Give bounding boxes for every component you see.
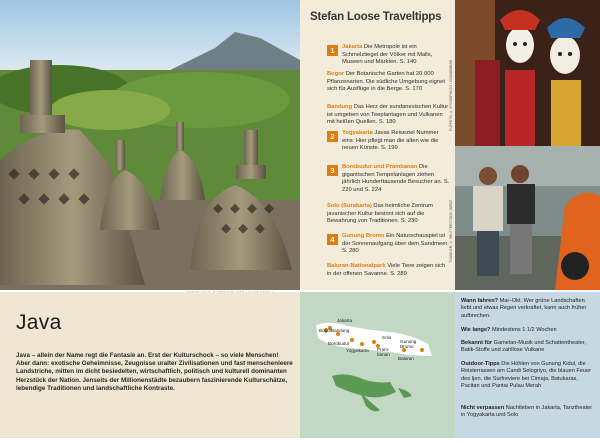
tip-number-3: 3 [327, 165, 338, 176]
info-text: Gamelan-Musik und Schattentheater, Batik-Stoffe und zahllose Vulkane [461, 340, 586, 354]
info-text: Nachtleben in Jakarta, Tanztheater in Yogyakarta und Solo [461, 405, 593, 419]
tip-text: Viele Tiere zeigen sich in der offenen Savanne. S. 289 [327, 263, 446, 277]
info-known-for [461, 340, 595, 355]
tip-baluran [327, 263, 451, 278]
tip-text: Ein Naturschauspiel ist der Sonnenaufgang über dem Sandmeer. S. 280 [342, 233, 449, 254]
map-label-yogyakarta: Yogyakarta [346, 348, 369, 353]
photo-credit: TSANG ER: © SHUTTERSTOCK / ABRIZ [449, 200, 453, 263]
borobudur-photo [0, 0, 300, 290]
info-dont-miss [461, 405, 595, 420]
info-heading: Bekannt für [461, 340, 493, 346]
tip-bogor [327, 71, 451, 94]
info-when [461, 298, 595, 320]
tip-bandung [327, 104, 451, 127]
map-label-solo: Solo [382, 335, 392, 340]
tip-yogyakarta [342, 130, 452, 153]
tip-name: Bandung [327, 104, 353, 110]
map-label-bandung: Bandung [331, 328, 350, 333]
men-photo [455, 146, 600, 290]
intro-text: Java – allein der Name regt die Fantasie an. Erst der Kulturschock – so viele Menschen! Aber dann: exotische Geheimnisse, Zeugnisse uralter Zivilisationen und fast menschenleere Landstriche, mitten im dicht besiedelten, wirtschaftlich, politisch und kulturell dominanten Herzstück der Nation. Jenseits der Millionenstädte bezaubern faszinierende Kulturschätze, lebendige Traditionen und landschaftliche Kontraste. [16, 352, 293, 392]
tip-text: Die gigantischen Tempelanlagen ziehen jährlich Hunderttausende Besucher an. S. 220 und S. 224 [342, 164, 450, 193]
map-label-prambanan: Pram-banan [377, 347, 390, 357]
map-label-bogor: Bogor [319, 328, 332, 333]
java-map [300, 292, 455, 438]
tip-text: Das heimliche Zentrum javanischer Kultur besinnt sich auf die Bewahrung von Traditionen. S. 230 [327, 203, 433, 224]
info-heading: Nicht verpassen [461, 405, 505, 411]
tip-name: Yogyakarta [342, 130, 373, 136]
info-heading: Wann fahren? [461, 298, 499, 304]
chapter-title: Java [16, 311, 62, 334]
tip-name: Jakarta [342, 44, 363, 50]
info-text: Mai–Okt. Wer grüne Landschaften liebt und etwas Regen verkraftet, kann auch früher aufbrechen. [461, 298, 587, 319]
info-heading: Outdoor-Tipps [461, 361, 500, 367]
tip-number-2: 2 [327, 131, 338, 142]
info-outdoor [461, 361, 595, 390]
map-label-borobudur: Borobudur [328, 341, 350, 346]
info-heading: Wie lange? [461, 327, 491, 333]
map-label-bromo: Gunung Bromo [400, 339, 417, 349]
tip-text: Der Botanische Garten hat 20 000 Pflanzenarten. Die südliche Umgebung eignet sich für Ausflüge in die Berge. S. 170 [327, 71, 445, 92]
traveltipps-title: Stefan Loose Traveltipps [310, 11, 442, 23]
tip-number-1: 1 [327, 45, 338, 56]
tip-number-4: 4 [327, 234, 338, 245]
map-label-baluran: Baluran [398, 356, 414, 361]
puppets-photo [455, 0, 600, 146]
tip-name: Borobudur und Prambanan [342, 164, 418, 170]
info-how-long [461, 327, 595, 334]
tip-name: Baluran-Nationalpark [327, 263, 386, 269]
tip-jakarta [342, 44, 452, 67]
tip-solo [327, 203, 451, 226]
info-text: Mindestens 1 1/2 Wochen [490, 327, 557, 333]
tip-bromo [342, 233, 452, 256]
info-text: Die Höhlen von Gunung Kidul, die Reisterrassen am Candi Selogriyo, die blauen Feuer des Ijen, die Surfreviere bei Cimaja, Batukaras, Pacitan und Pantai Pulau Merah [461, 361, 591, 389]
photo-credit: PUPPETS: © ISTOCKPHOTO / VIGANDMBAR [449, 60, 453, 131]
tip-borobudur [342, 164, 452, 194]
tip-text: Javas Reiseziel Nummer eins: Hier pflegt man die alten wie die neuen Künste. S. 199 [342, 130, 439, 151]
tip-name: Solo (Surakarta) [327, 203, 372, 209]
tip-text: Die Metropole ist ein Schmelztiegel der Völker mit Malls, Museen und Märkten. S. 140 [342, 44, 433, 65]
map-label-jakarta: Jakarta [337, 318, 353, 323]
tip-name: Bogor [327, 71, 345, 77]
tip-name: Gunung Bromo [342, 233, 385, 239]
tip-text: Das Herz der sundanesischen Kultur ist umgeben von Teeplantagen und Vulkanen mit heißen Quellen. S. 180 [327, 104, 449, 125]
